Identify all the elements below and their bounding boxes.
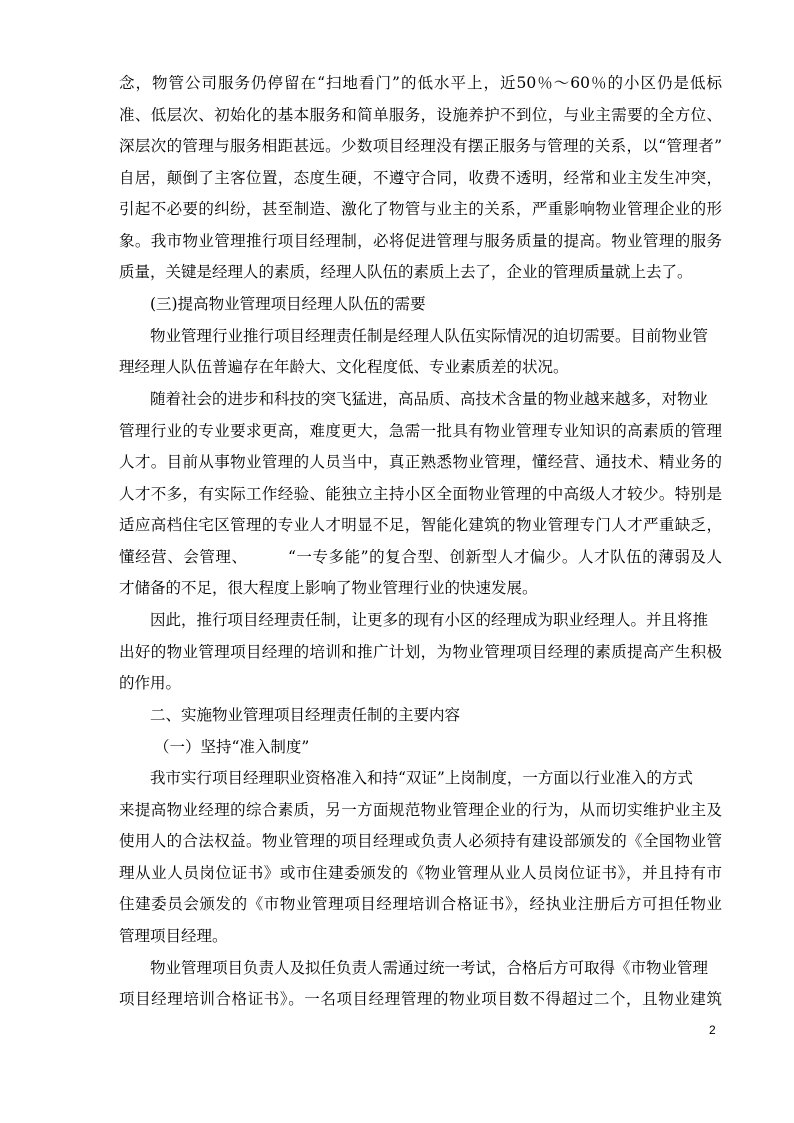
text-line: 深层次的管理与服务相距甚远。少数项目经理没有摆正服务与管理的关系，以“管理者” — [119, 137, 722, 155]
text-line: 理经理人队伍普遍存在年龄大、文化程度低、专业素质差的状况。 — [119, 358, 569, 376]
text-line: 引起不必要的纠纷，甚至制造、激化了物管与业主的关系，严重影响物业管理企业的形 — [119, 200, 722, 218]
text-line: 物业管理行业推行项目经理责任制是经理人队伍实际情况的迫切需要。目前物业管 — [150, 326, 709, 345]
text-line: 适应高档住宅区管理的专业人才明显不足，智能化建筑的物业管理专门人才严重缺乏， — [119, 516, 722, 534]
text-line: 管理行业的专业要求更高，难度更大，急需一批具有物业管理专业知识的高素质的管理 — [119, 421, 722, 440]
section-heading: （一）坚持“准入制度” — [154, 737, 310, 756]
text-line: 管理项目经理。 — [119, 926, 228, 945]
text-line: 懂经营、会管理、 “一专多能”的复合型、创新型人才偏少。人才队伍的薄弱及人 — [119, 547, 722, 566]
text-line: 质量，关键是经理人的素质，经理人队伍的素质上去了，企业的管理质量就上去了。 — [119, 263, 693, 281]
text-line: 人才不多，有实际工作经验、能独立主持小区全面物业管理的中高级人才较少。特别是 — [119, 484, 722, 503]
text-line: 念，物管公司服务仍停留在“扫地看门”的低水平上，近50％～60％的小区仍是低标 — [119, 74, 722, 92]
text-line: 住建委员会颁发的《市物业管理项目经理培训合格证书》，经执业注册后方可担任物业 — [119, 895, 722, 913]
text-line: 使用人的合法权益。物业管理的项目经理或负责人必须持有建设部颁发的《全国物业管 — [119, 832, 722, 850]
page-number: 2 — [709, 1023, 716, 1037]
section-heading: 二、实施物业管理项目经理责任制的主要内容 — [150, 706, 461, 724]
text-line: 项目经理培训合格证书》。一名项目经理管理的物业项目数不得超过二个，且物业建筑 — [119, 990, 722, 1008]
text-line: 随着社会的进步和科技的突飞猛进，高品质、高技术含量的物业越来越多，对物业 — [150, 390, 709, 408]
text-line: 来提高物业经理的综合素质，另一方面规范物业管理企业的行为，从而切实维护业主及 — [119, 800, 722, 819]
text-line: 准、低层次、初始化的基本服务和简单服务，设施养护不到位，与业主需要的全方位、 — [119, 105, 722, 124]
text-line: 象。我市物业管理推行项目经理制，必将促进管理与服务质量的提高。物业管理的服务 — [119, 231, 722, 250]
text-line: 人才。目前从事物业管理的人员当中，真正熟悉物业管理，懂经营、通技术、精业务的 — [119, 453, 722, 471]
text-line: 我市实行项目经理职业资格准入和持“双证”上岗制度，一方面以行业准入的方式 — [150, 769, 693, 787]
text-line: 才储备的不足，很大程度上影响了物业管理行业的快速发展。 — [119, 579, 538, 597]
text-line: 的作用。 — [119, 674, 182, 692]
text-line: 自居，颠倒了主客位置，态度生硬，不遵守合同，收费不透明，经常和业主发生冲突， — [119, 168, 722, 187]
text-line: 因此，推行项目经理责任制，让更多的现有小区的经理成为职业经理人。并且将推 — [150, 611, 709, 629]
text-line: 出好的物业管理项目经理的培训和推广计划，为物业管理项目经理的素质提高产生积极 — [119, 642, 722, 661]
text-line: 物业管理项目负责人及拟任负责人需通过统一考试，合格后方可取得《市物业管理 — [150, 958, 709, 977]
text-line: 理从业人员岗位证书》或市住建委颁发的《物业管理从业人员岗位证书》，并且持有市 — [119, 863, 722, 882]
section-heading: (三)提高物业管理项目经理人队伍的需要 — [150, 295, 426, 313]
